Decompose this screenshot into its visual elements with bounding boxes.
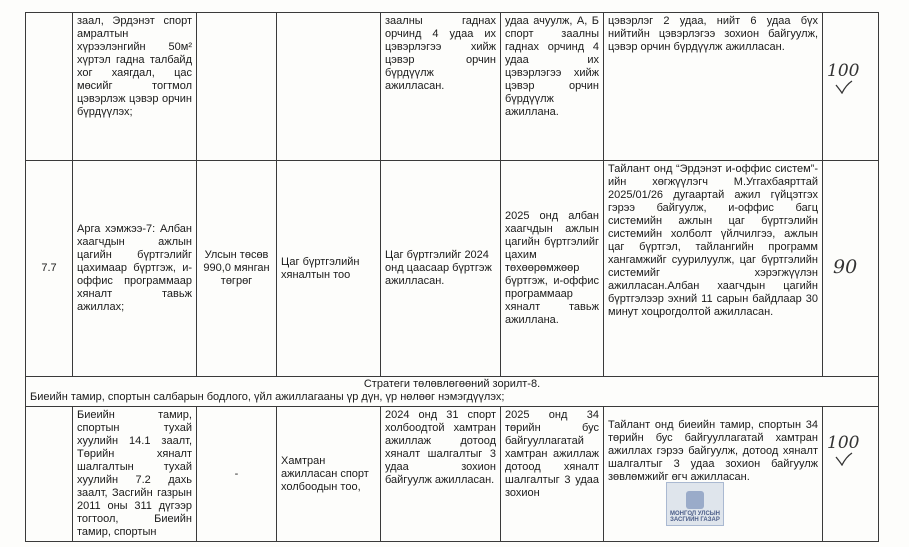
measure-cell: заал, Эрдэнэт спорт амралтын хүрээлэнгийн 50м² хүртэл гадна талбайд хог хаягдал, цас мөсийг тогтмол цэвэрлэж цэвэр орчин бүрдүүлэх;: [73, 13, 197, 161]
goal-title: Стратеги төлөвлөгөөний зорилт-8.: [363, 378, 541, 390]
table-row: [26, 161, 879, 377]
number-cell: [26, 13, 73, 161]
budget-cell: Улсын төсөв 990,0 мянган төгрөг: [197, 161, 277, 377]
budget-cell: -: [197, 407, 277, 542]
target-2025-cell: 2025 онд албан хаагчдын ажлын цагийн бүртгэлийг цахим төхөөрөмжөөр бүртгэж, и-оффис программаар хяналт тавьж ажиллана.: [501, 161, 604, 377]
goal-cell: [26, 377, 879, 407]
evaluation-table: [25, 12, 879, 542]
indicator-cell: Хамтран ажилласан спорт холбоодын тоо,: [277, 407, 381, 542]
stamp-line-2: ЗАСГИЙН ГАЗАР: [670, 517, 720, 523]
report-cell: Тайлант онд биеийн тамир, спортын 34 төрийн бус байгууллагатай хамтран ажиллах гэрээ байгуулж, дотоод хяналт шалгалтыг 3 удаа зохион байгуулж зөвлөмжийг өгч ажилласан.: [604, 407, 823, 542]
target-2025-cell: удаа ачуулж, А, Б спорт заалны гаднах орчинд 4 удаа их цэвэрлэгээ хийж цэвэр орчин бүрдүүлж ажиллана.: [501, 13, 604, 161]
report-cell: цэвэрлэг 2 удаа, нийт 6 удаа бүх нийтийн цэвэрлэгээ зохион байгуулж, цэвэр орчин бүрдүүлж ажилласан.: [604, 13, 823, 161]
government-stamp: [666, 482, 724, 526]
indicator-cell: [277, 13, 381, 161]
score-cell: [823, 161, 879, 377]
report-cell: Тайлант онд “Эрдэнэт и-оффис систем”-ийн хөгжүүлэгч М.Уггахбаярттай 2025/01/26 дугаартай ажил гүйцэтгэх гэрээ байгуулж, и-оффис багц системийн ажлын цаг бүртгэлийн системийн холболт үйлчилгээ, ажлын цаг бүртгэл, тайлангийн программ хангамжийг суурилуулж, цаг бүртгэлийн системийг хэрэгжүүлэн ажилласан.Албан хаагчдын цагийн бүртгэлээр эхний 11 сарын байдлаар 30 минут хоцрогдолтой ажилласан.: [604, 161, 823, 377]
number-cell: 7.7: [26, 161, 73, 377]
target-2025-cell: 2025 онд 34 төрийн бус байгууллагатай хамтран ажиллаж дотоод хяналт шалгалтыг 3 удаа зохион: [501, 407, 604, 542]
goal-subtitle: Биеийн тамир, спортын салбарын бодлого, үйл ажиллагааны үр дүн, үр нөлөөг нэмэгдүүлэх;: [30, 391, 505, 403]
goal-row: [26, 377, 879, 407]
score-cell: [823, 13, 879, 161]
table-row: [26, 407, 879, 542]
target-2024-cell: 2024 онд 31 спорт холбоодтой хамтран ажиллаж дотоод хяналт шалгалтыг 3 удаа зохион байгуулж ажилласан.: [381, 407, 501, 542]
budget-cell: [197, 13, 277, 161]
indicator-cell: Цаг бүртгэлийн хяналтын тоо: [277, 161, 381, 377]
target-2024-cell: заалны гаднах орчинд 4 удаа их цэвэрлэгээ хийж цэвэр орчин бүрдүүлж ажилласан.: [381, 13, 501, 161]
emblem-icon: [686, 491, 704, 509]
measure-cell: Биеийн тамир, спортын тухай хуулийн 14.1 заалт, Төрийн хяналт шалгалтын тухай хуулийн 7.2 дахь заалт, Засгийн газрын 2011 оны 311 дүгээр тогтоол, Биеийн тамир, спортын: [73, 407, 197, 542]
number-cell: [26, 407, 73, 542]
stamp-line-1: МОНГОЛ УЛСЫН: [670, 511, 720, 517]
table-row: [26, 13, 879, 161]
handwritten-score: 100: [827, 433, 860, 453]
handwritten-score: 100: [827, 61, 860, 81]
measure-cell: Арга хэмжээ-7: Албан хаагчдын ажлын цагийн бүртгэлийг цахимаар бүртгэж, и-оффис программаар хяналт тавьж ажиллах;: [73, 161, 197, 377]
checkmark-icon: [835, 452, 853, 466]
target-2024-cell: Цаг бүртгэлийг 2024 онд цаасаар бүртгэж ажилласан.: [381, 161, 501, 377]
handwritten-score: 90: [833, 255, 858, 278]
score-cell: [823, 407, 879, 542]
checkmark-icon: [835, 80, 853, 94]
